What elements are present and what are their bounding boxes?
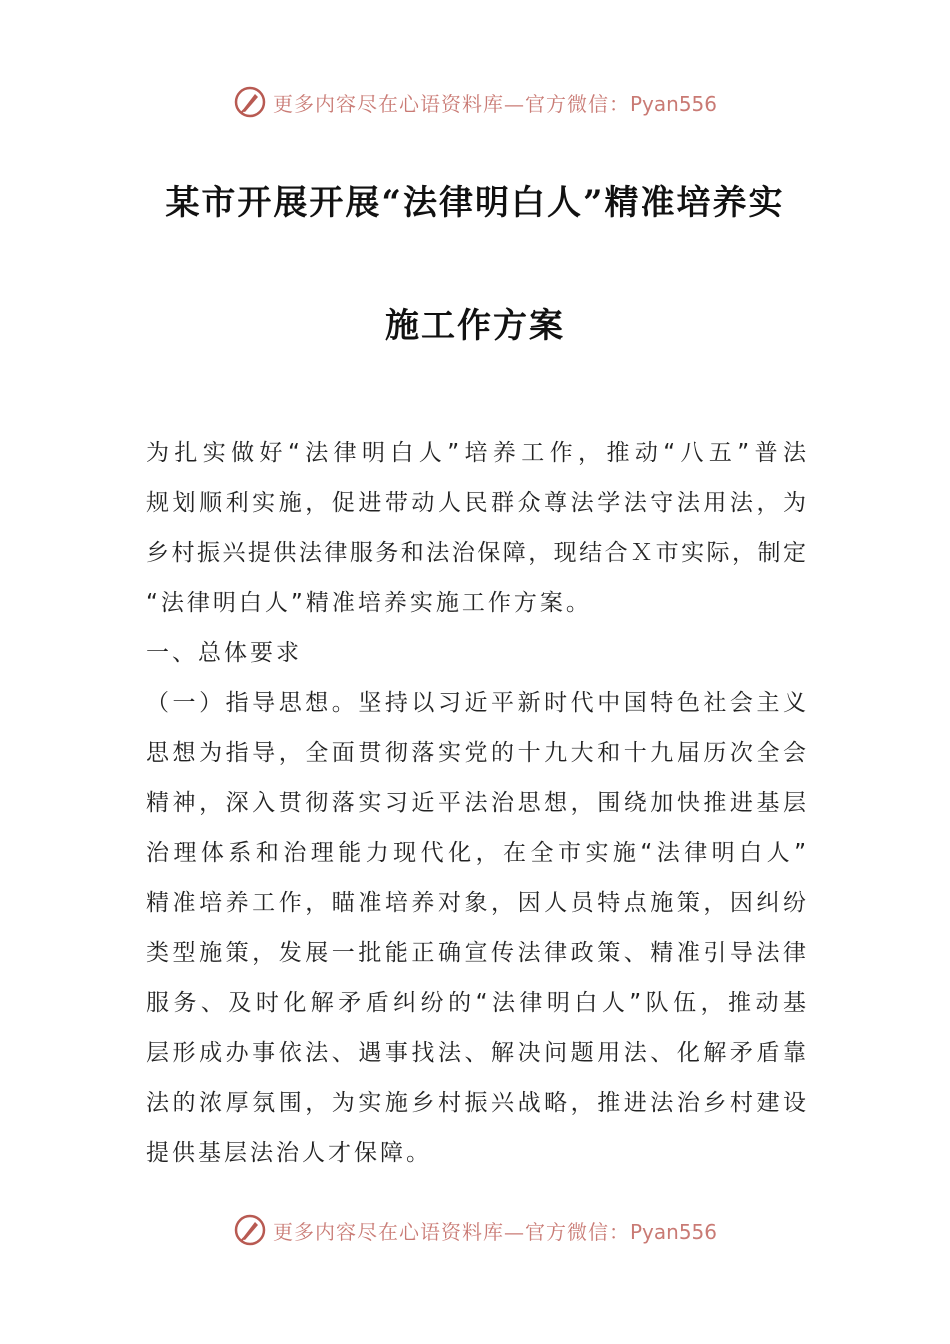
document-body <box>146 428 806 1178</box>
body-line: 治理体系和治理能力现代化，在全市实施“法律明白人” <box>146 840 806 866</box>
body-line: 为扎实做好“法律明白人”培养工作，推动“八五”普法 <box>146 440 806 466</box>
body-line: 精准培养工作，瞄准培养对象，因人员特点施策，因纠纷 <box>146 890 806 916</box>
body-line: 精神，深入贯彻落实习近平法治思想，围绕加快推进基层 <box>146 790 806 816</box>
body-line: 服务、及时化解矛盾纠纷的“法律明白人”队伍，推动基 <box>146 990 806 1016</box>
header-watermark <box>0 80 950 124</box>
watermark-wechat-id: Pyan556 <box>629 91 717 116</box>
body-line: 思想为指导，全面贯彻落实党的十九大和十九届历次全会 <box>146 740 806 766</box>
watermark-wechat-id: Pyan556 <box>629 1219 717 1244</box>
body-line: 法的浓厚氛围，为实施乡村振兴战略，推进法治乡村建设 <box>146 1090 806 1116</box>
body-line: （一）指导思想。坚持以习近平新时代中国特色社会主义 <box>146 690 806 716</box>
watermark-text: 更多内容尽在心语资料库—官方微信：Pyan556 <box>272 1219 717 1244</box>
body-line: “法律明白人”精准培养实施工作方案。 <box>146 590 592 616</box>
footer-watermark <box>0 1208 950 1252</box>
document-title-line-1: 某市开展开展“法律明白人”精准培养实 <box>165 183 785 223</box>
watermark-text: 更多内容尽在心语资料库—官方微信：Pyan556 <box>272 91 717 116</box>
body-line: 规划顺利实施，促进带动人民群众尊法学法守法用法，为 <box>146 490 806 516</box>
body-line: 类型施策，发展一批能正确宣传法律政策、精准引导法律 <box>146 940 806 966</box>
section-heading: 一、总体要求 <box>146 640 302 666</box>
document-title-line-2: 施工作方案 <box>385 306 565 346</box>
quill-pen-seal-icon <box>233 1213 267 1247</box>
quill-pen-seal-icon <box>233 85 267 119</box>
body-line: 乡村振兴提供法律服务和法治保障，现结合Ｘ市实际，制定 <box>146 540 806 566</box>
body-line: 提供基层法治人才保障。 <box>146 1140 432 1166</box>
body-line: 层形成办事依法、遇事找法、解决问题用法、化解矛盾靠 <box>146 1040 806 1066</box>
